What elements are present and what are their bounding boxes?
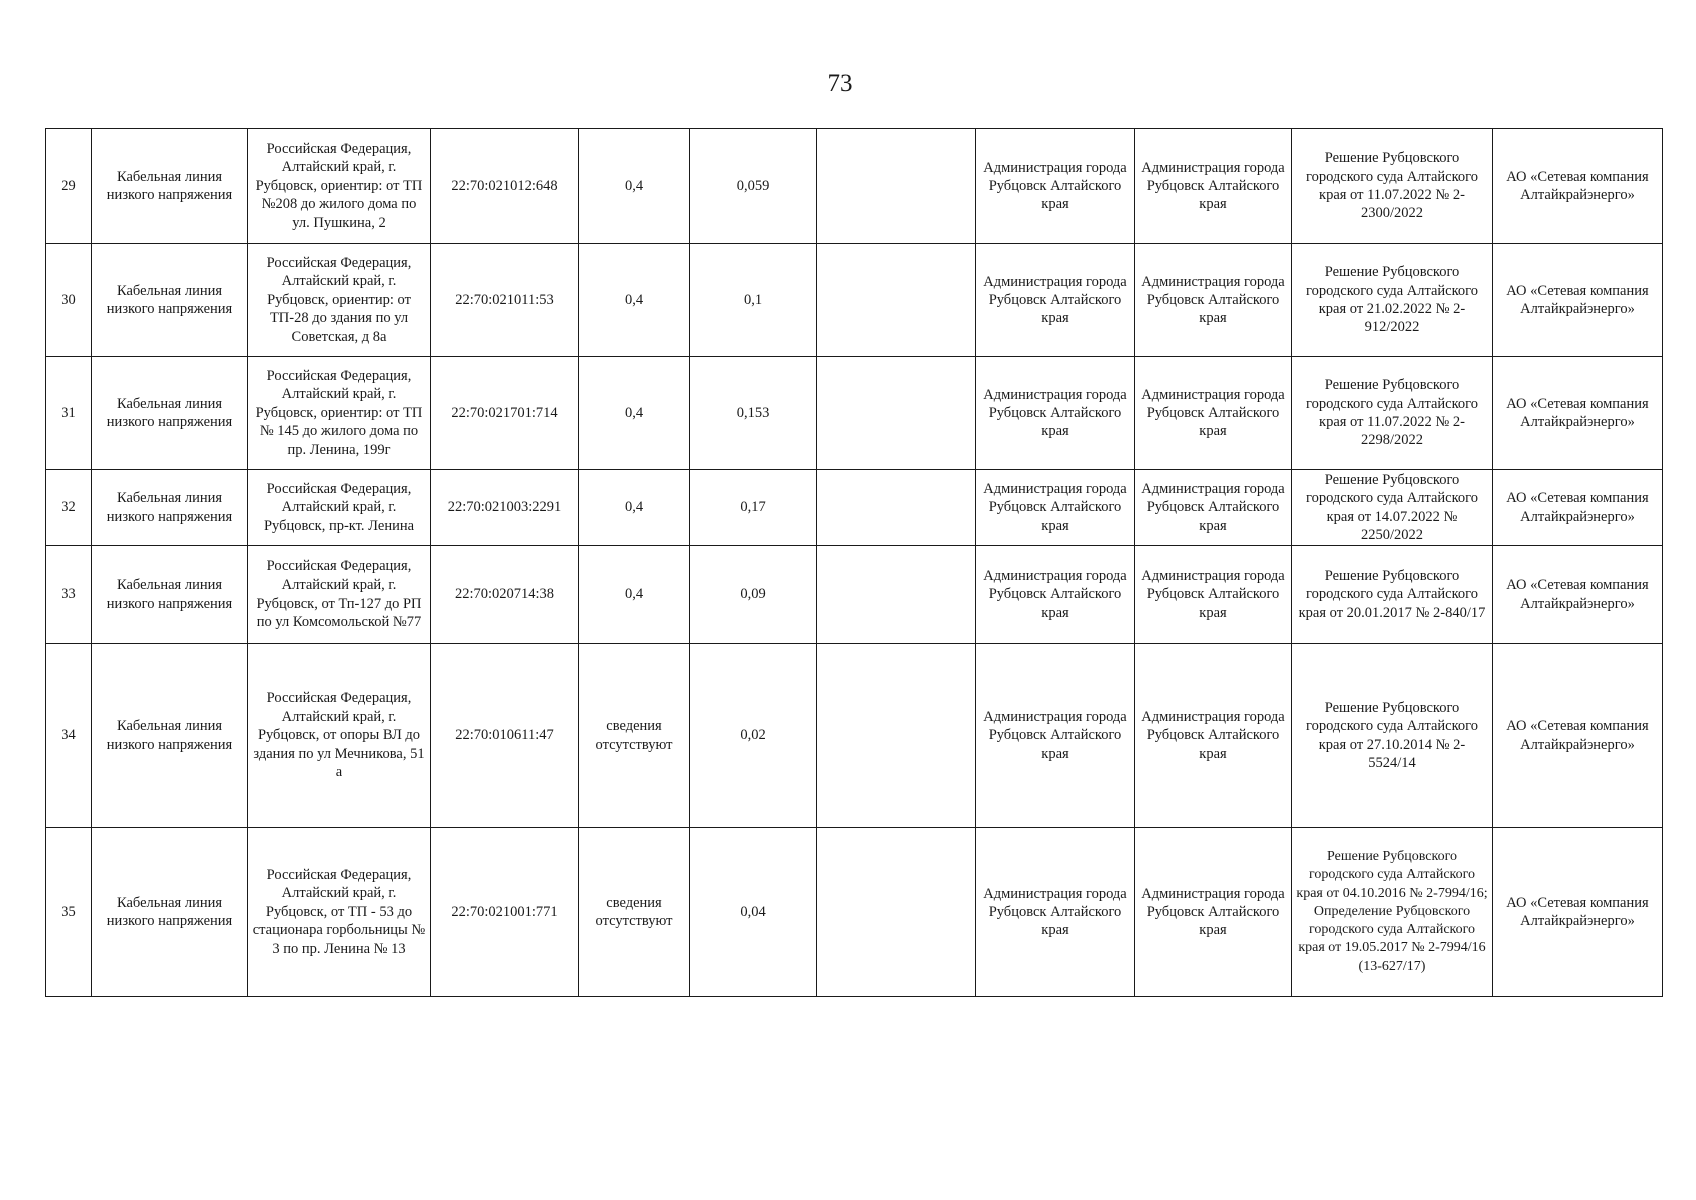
table-row: [46, 244, 1663, 357]
holder-cell: Администрация города Рубцовск Алтайского края: [1135, 644, 1292, 828]
length-cell: 0,153: [690, 357, 817, 470]
address-cell: Российская Федерация, Алтайский край, г. Рубцовск, от опоры ВЛ до здания по ул Мечникова, 51 а: [248, 644, 431, 828]
property-registry-table: [45, 128, 1663, 997]
basis-cell: Решение Рубцовского городского суда Алтайского края от 27.10.2014 № 2-5524/14: [1292, 644, 1493, 828]
row-number-cell: 33: [46, 546, 92, 644]
row-number-cell: 34: [46, 644, 92, 828]
owner-cell: Администрация города Рубцовск Алтайского края: [976, 357, 1135, 470]
address-cell: Российская Федерация, Алтайский край, г. Рубцовск, ориентир: от ТП №208 до жилого дома по ул. Пушкина, 2: [248, 129, 431, 244]
cadastral-number-cell: 22:70:010611:47: [431, 644, 579, 828]
basis-cell: Решение Рубцовского городского суда Алтайского края от 04.10.2016 № 2-7994/16; Определение Рубцовского городского суда Алтайского края от 19.05.2017 № 2-7994/16 (13-627/17): [1292, 828, 1493, 997]
address-cell: Российская Федерация, Алтайский край, г. Рубцовск, от ТП - 53 до стационара горбольницы № 3 по пр. Ленина № 13: [248, 828, 431, 997]
cadastral-number-cell: 22:70:021701:714: [431, 357, 579, 470]
empty-cell: [817, 357, 976, 470]
owner-cell: Администрация города Рубцовск Алтайского края: [976, 470, 1135, 546]
basis-cell: Решение Рубцовского городского суда Алтайского края от 14.07.2022 № 2250/2022: [1292, 470, 1493, 546]
owner-cell: Администрация города Рубцовск Алтайского края: [976, 244, 1135, 357]
empty-cell: [817, 244, 976, 357]
object-name-cell: Кабельная линия низкого напряжения: [92, 828, 248, 997]
holder-cell: Администрация города Рубцовск Алтайского края: [1135, 244, 1292, 357]
object-name-cell: Кабельная линия низкого напряжения: [92, 470, 248, 546]
cadastral-number-cell: 22:70:020714:38: [431, 546, 579, 644]
basis-cell: Решение Рубцовского городского суда Алтайского края от 11.07.2022 № 2-2298/2022: [1292, 357, 1493, 470]
address-cell: Российская Федерация, Алтайский край, г. Рубцовск, от Тп-127 до РП по ул Комсомольской №77: [248, 546, 431, 644]
cadastral-number-cell: 22:70:021001:771: [431, 828, 579, 997]
object-name-cell: Кабельная линия низкого напряжения: [92, 244, 248, 357]
basis-cell: Решение Рубцовского городского суда Алтайского края от 20.01.2017 № 2-840/17: [1292, 546, 1493, 644]
row-number-cell: 35: [46, 828, 92, 997]
row-number-cell: 32: [46, 470, 92, 546]
operator-cell: АО «Сетевая компания Алтайкрайэнерго»: [1493, 546, 1663, 644]
table-row: [46, 470, 1663, 546]
voltage-cell: 0,4: [579, 357, 690, 470]
address-cell: Российская Федерация, Алтайский край, г. Рубцовск, пр-кт. Ленина: [248, 470, 431, 546]
row-number-cell: 29: [46, 129, 92, 244]
object-name-cell: Кабельная линия низкого напряжения: [92, 357, 248, 470]
holder-cell: Администрация города Рубцовск Алтайского края: [1135, 357, 1292, 470]
length-cell: 0,02: [690, 644, 817, 828]
length-cell: 0,04: [690, 828, 817, 997]
operator-cell: АО «Сетевая компания Алтайкрайэнерго»: [1493, 644, 1663, 828]
voltage-cell: 0,4: [579, 129, 690, 244]
address-cell: Российская Федерация, Алтайский край, г. Рубцовск, ориентир: от ТП-28 до здания по ул Советская, д 8а: [248, 244, 431, 357]
empty-cell: [817, 129, 976, 244]
cadastral-number-cell: 22:70:021011:53: [431, 244, 579, 357]
operator-cell: АО «Сетевая компания Алтайкрайэнерго»: [1493, 357, 1663, 470]
empty-cell: [817, 470, 976, 546]
voltage-cell: сведения отсутствуют: [579, 644, 690, 828]
length-cell: 0,059: [690, 129, 817, 244]
holder-cell: Администрация города Рубцовск Алтайского края: [1135, 828, 1292, 997]
basis-cell: Решение Рубцовского городского суда Алтайского края от 11.07.2022 № 2-2300/2022: [1292, 129, 1493, 244]
row-number-cell: 30: [46, 244, 92, 357]
length-cell: 0,17: [690, 470, 817, 546]
empty-cell: [817, 828, 976, 997]
empty-cell: [817, 546, 976, 644]
page-number: 73: [827, 70, 853, 97]
empty-cell: [817, 644, 976, 828]
object-name-cell: Кабельная линия низкого напряжения: [92, 129, 248, 244]
cadastral-number-cell: 22:70:021012:648: [431, 129, 579, 244]
owner-cell: Администрация города Рубцовск Алтайского края: [976, 828, 1135, 997]
table-row: [46, 644, 1663, 828]
cadastral-number-cell: 22:70:021003:2291: [431, 470, 579, 546]
row-number-cell: 31: [46, 357, 92, 470]
basis-cell: Решение Рубцовского городского суда Алтайского края от 21.02.2022 № 2-912/2022: [1292, 244, 1493, 357]
holder-cell: Администрация города Рубцовск Алтайского края: [1135, 470, 1292, 546]
holder-cell: Администрация города Рубцовск Алтайского края: [1135, 546, 1292, 644]
length-cell: 0,09: [690, 546, 817, 644]
table-row: [46, 828, 1663, 997]
operator-cell: АО «Сетевая компания Алтайкрайэнерго»: [1493, 828, 1663, 997]
object-name-cell: Кабельная линия низкого напряжения: [92, 644, 248, 828]
table-row: [46, 357, 1663, 470]
address-cell: Российская Федерация, Алтайский край, г. Рубцовск, ориентир: от ТП № 145 до жилого дома по пр. Ленина, 199г: [248, 357, 431, 470]
voltage-cell: 0,4: [579, 546, 690, 644]
voltage-cell: 0,4: [579, 244, 690, 357]
table-row: [46, 546, 1663, 644]
owner-cell: Администрация города Рубцовск Алтайского края: [976, 129, 1135, 244]
voltage-cell: сведения отсутствуют: [579, 828, 690, 997]
length-cell: 0,1: [690, 244, 817, 357]
voltage-cell: 0,4: [579, 470, 690, 546]
table-row: [46, 129, 1663, 244]
operator-cell: АО «Сетевая компания Алтайкрайэнерго»: [1493, 129, 1663, 244]
owner-cell: Администрация города Рубцовск Алтайского края: [976, 644, 1135, 828]
holder-cell: Администрация города Рубцовск Алтайского края: [1135, 129, 1292, 244]
owner-cell: Администрация города Рубцовск Алтайского края: [976, 546, 1135, 644]
object-name-cell: Кабельная линия низкого напряжения: [92, 546, 248, 644]
operator-cell: АО «Сетевая компания Алтайкрайэнерго»: [1493, 470, 1663, 546]
operator-cell: АО «Сетевая компания Алтайкрайэнерго»: [1493, 244, 1663, 357]
